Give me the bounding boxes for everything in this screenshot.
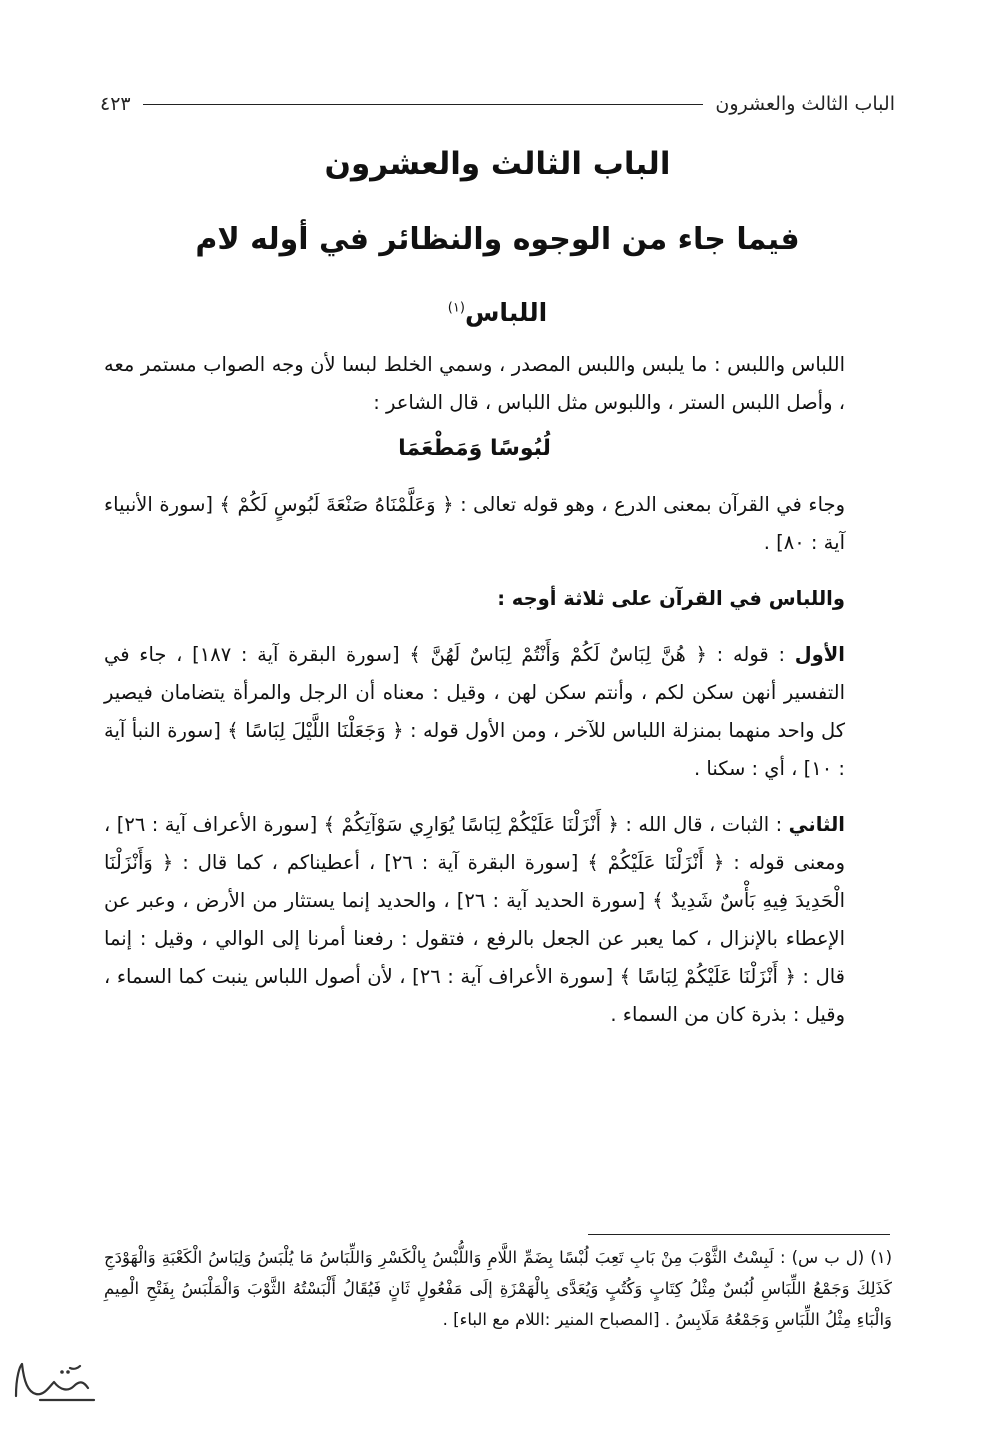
second-aspect-label: الثاني (788, 813, 845, 836)
running-head (100, 88, 895, 120)
paragraph-first-aspect (104, 636, 845, 788)
paragraph-intro: اللباس واللبس : ما يلبس واللبس المصدر ، وسمي الخلط لبسا لأن وجه الصواب مستمر معه ، وأصل اللبس الستر ، واللبوس مثل اللباس ، قال الشاعر : (104, 353, 845, 414)
section-title (100, 298, 895, 327)
paragraph-second-aspect (104, 806, 845, 1034)
section-title-text: اللباس (464, 298, 548, 327)
poetry-verse: لُبُوسًا وَمَطْعَمَا (398, 436, 551, 461)
chapter-subtitle: فيما جاء من الوجوه والنظائر في أوله لام (195, 222, 800, 257)
footnote-separator (588, 1234, 890, 1235)
paragraph-three-aspects: واللباس في القرآن على ثلاثة أوجه : (497, 587, 845, 610)
body-text (104, 346, 845, 1034)
page-number: ٤٢٣ (100, 93, 131, 115)
second-aspect-text: : الثبات ، قال الله : ﴿ أَنْزَلْنَا عَلَيْكُمْ لِبَاسًا يُوَارِي سَوْآتِكُمْ ﴾ [سورة الأعراف آية : ٢٦] ، ومعنى قوله : ﴿ أَنْزَلْنَا عَلَيْكُمْ ﴾ [سورة البقرة آية : ٢٦] ، أعطيناكم ، كما قال : ﴿ وَأَنْزَلْنَا الْحَدِيدَ فِيهِ بَأْسٌ شَدِيدٌ ﴾ [سورة الحديد آية : ٢٦] ، والحديد إنما يستثار من الأرض ، وعبر عن الإعطاء بالإنزال ، كما يعبر عن الجعل بالرفع ، فتقول : رفعنا أمرنا إلى الوالي ، وقيل : إنما قال : ﴿ أَنْزَلْنَا عَلَيْكُمْ لِبَاسًا ﴾ [سورة الأعراف آية : ٢٦] ، لأن أصول اللباس ينبت كما السماء ، وقيل : بذرة كان من السماء . (104, 813, 846, 1026)
calligraphic-logo-icon (10, 1356, 100, 1406)
running-head-rule (143, 104, 704, 105)
first-aspect-label: الأول (794, 643, 845, 666)
footnote: (١) (ل ب س) : لَبِسْتُ الثَّوْبَ مِنْ بَابِ تَعِبَ لُبْسًا بِضَمِّ اللَّامِ وَاللُّبْسُ بِالْكَسْرِ وَاللِّبَاسُ مَا يُلْبَسُ وَلِبَاسُ الْكَعْبَةِ وَالْهَوْدَجِ كَذَلِكَ وَجَمْعُ اللِّبَاسِ لُبُسٌ مِثْلُ كِتَابٍ وَكُتُبٍ وَيُعَدَّى بِالْهَمْزَةِ إلَى مَفْعُولٍ ثَانٍ فَيُقَالُ أَلْبَسْتُهُ الثَّوْبَ وَالْمَلْبَسُ بِفَتْحِ الْمِيمِ وَالْبَاءِ مِثْلُ اللِّبَاسِ وَجَمْعُهُ مَلَابِسُ . [المصباح المنير :اللام مع الباء] . (104, 1248, 892, 1329)
chapter-title: الباب الثالث والعشرون (324, 146, 671, 182)
first-aspect-text: : قوله : ﴿ هُنَّ لِبَاسٌ لَكُمْ وَأَنْتُمْ لِبَاسٌ لَهُنَّ ﴾ [سورة البقرة آية : ١٨٧] ، جاء في التفسير أنهن سكن لكم ، وأنتم سكن لهن ، وقيل : معناه أن الرجل والمرأة يتضامان فيصير كل واحد منهما بمنزلة اللباس للآخر ، ومن الأول قوله : ﴿ وَجَعَلْنَا اللَّيْلَ لِبَاسًا ﴾ [سورة النبأ آية : ١٠] ، أي : سكنا . (104, 643, 845, 780)
footnote-reference[interactable]: (١) (447, 300, 465, 316)
running-head-chapter: الباب الثالث والعشرون (715, 93, 895, 115)
paragraph-quran-mention: وجاء في القرآن بمعنى الدرع ، وهو قوله تعالى : ﴿ وَعَلَّمْنَاهُ صَنْعَةَ لَبُوسٍ لَكُمْ ﴾ [سورة الأنبياء آية : ٨٠] . (104, 493, 845, 554)
